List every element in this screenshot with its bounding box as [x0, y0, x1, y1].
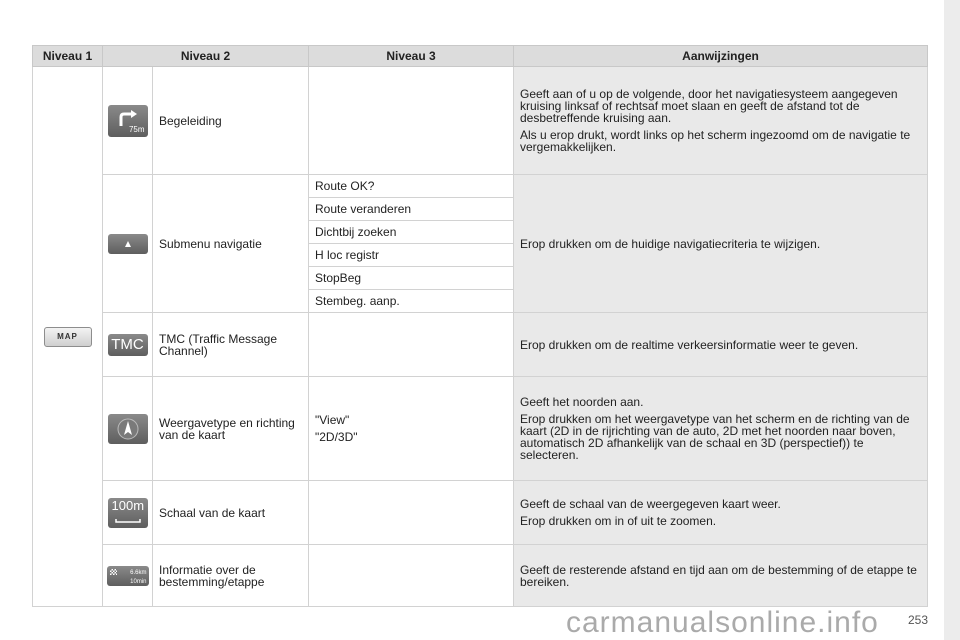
icon-cell	[103, 313, 153, 377]
icon-cell	[103, 377, 153, 481]
page-margin-bar	[944, 0, 960, 640]
icon-cell	[103, 481, 153, 545]
header-notes: Aanwijzingen	[514, 46, 928, 67]
table-row	[33, 377, 928, 481]
level2-label: Begeleiding	[153, 67, 309, 175]
level2-label: Weergavetype en richting van de kaart	[153, 377, 309, 481]
header-level-3: Niveau 3	[309, 46, 514, 67]
scale-100m-icon: 100m	[108, 498, 148, 528]
table-row	[33, 67, 928, 175]
notes-cell: Geeft het noorden aan. Erop drukken om het weergavetype van het scherm en de richting van de kaart (2D in de rijrichting van de auto, 2D met het noorden naar boven, automatisch 2D afhankelijk van de schaal en 3D (perspectief)) te selecteren.	[514, 377, 928, 481]
level3-cell	[309, 545, 514, 607]
level3-cell	[309, 377, 514, 481]
level1-cell	[33, 67, 103, 607]
level3-item-h-loc-registr: H loc registr	[309, 244, 514, 267]
table-row	[33, 481, 928, 545]
notes-cell: Geeft de schaal van de weergegeven kaart weer. Erop drukken om in of uit te zoomen.	[514, 481, 928, 545]
icon-cell	[103, 175, 153, 313]
header-level-2: Niveau 2	[103, 46, 309, 67]
notes-cell: Erop drukken om de realtime verkeersinformatie weer te geven.	[514, 313, 928, 377]
level2-label: Submenu navigatie	[153, 175, 309, 313]
level3-cell	[309, 481, 514, 545]
notes-cell: Geeft aan of u op de volgende, door het navigatiesysteem aangegeven kruising linksaf of rechtsaf moet slaan en geeft de afstand tot de desbetreffende kruising aan. Als u erop drukt, wordt links op het scherm ingezoomd om de navigatie te vergemakkelijken.	[514, 67, 928, 175]
page-number: 253	[908, 613, 929, 627]
level3-item-stopbeg: StopBeg	[309, 267, 514, 290]
table-row	[33, 313, 928, 377]
level3-cell	[309, 313, 514, 377]
level3-item-stembeg-aanp: Stembeg. aanp.	[309, 290, 514, 313]
icon-cell	[103, 545, 153, 607]
icon-cell	[103, 67, 153, 175]
notes-cell: Erop drukken om de huidige navigatiecriteria te wijzigen.	[514, 175, 928, 313]
level2-label: TMC (Traffic Message Channel)	[153, 313, 309, 377]
level3-cell	[309, 67, 514, 175]
watermark: carmanualsonline.info	[566, 606, 879, 639]
up-arrow-icon	[108, 234, 148, 254]
notes-cell: Geeft de resterende afstand en tijd aan om de bestemming of de etappe te bereiken.	[514, 545, 928, 607]
table-header-row	[33, 46, 928, 67]
north-compass-icon	[108, 414, 148, 444]
level2-label: Schaal van de kaart	[153, 481, 309, 545]
map-button-icon: MAP	[44, 327, 92, 347]
table-row	[33, 175, 928, 198]
destination-info-icon: 6.6km 10min	[107, 566, 149, 586]
level3-item-route-veranderen: Route veranderen	[309, 198, 514, 221]
turn-right-75m-icon: 75m	[108, 105, 148, 137]
level3-item-2d-3d: "2D/3D"	[315, 430, 358, 444]
level3-item-dichtbij-zoeken: Dichtbij zoeken	[309, 221, 514, 244]
level3-item-route-ok: Route OK?	[309, 175, 514, 198]
level3-item-view: "View"	[315, 413, 350, 427]
level2-label: Informatie over de bestemming/etappe	[153, 545, 309, 607]
header-level-1: Niveau 1	[33, 46, 103, 67]
navigation-menu-table	[32, 45, 928, 607]
table-row	[33, 545, 928, 607]
tmc-icon: TMC	[108, 334, 148, 356]
